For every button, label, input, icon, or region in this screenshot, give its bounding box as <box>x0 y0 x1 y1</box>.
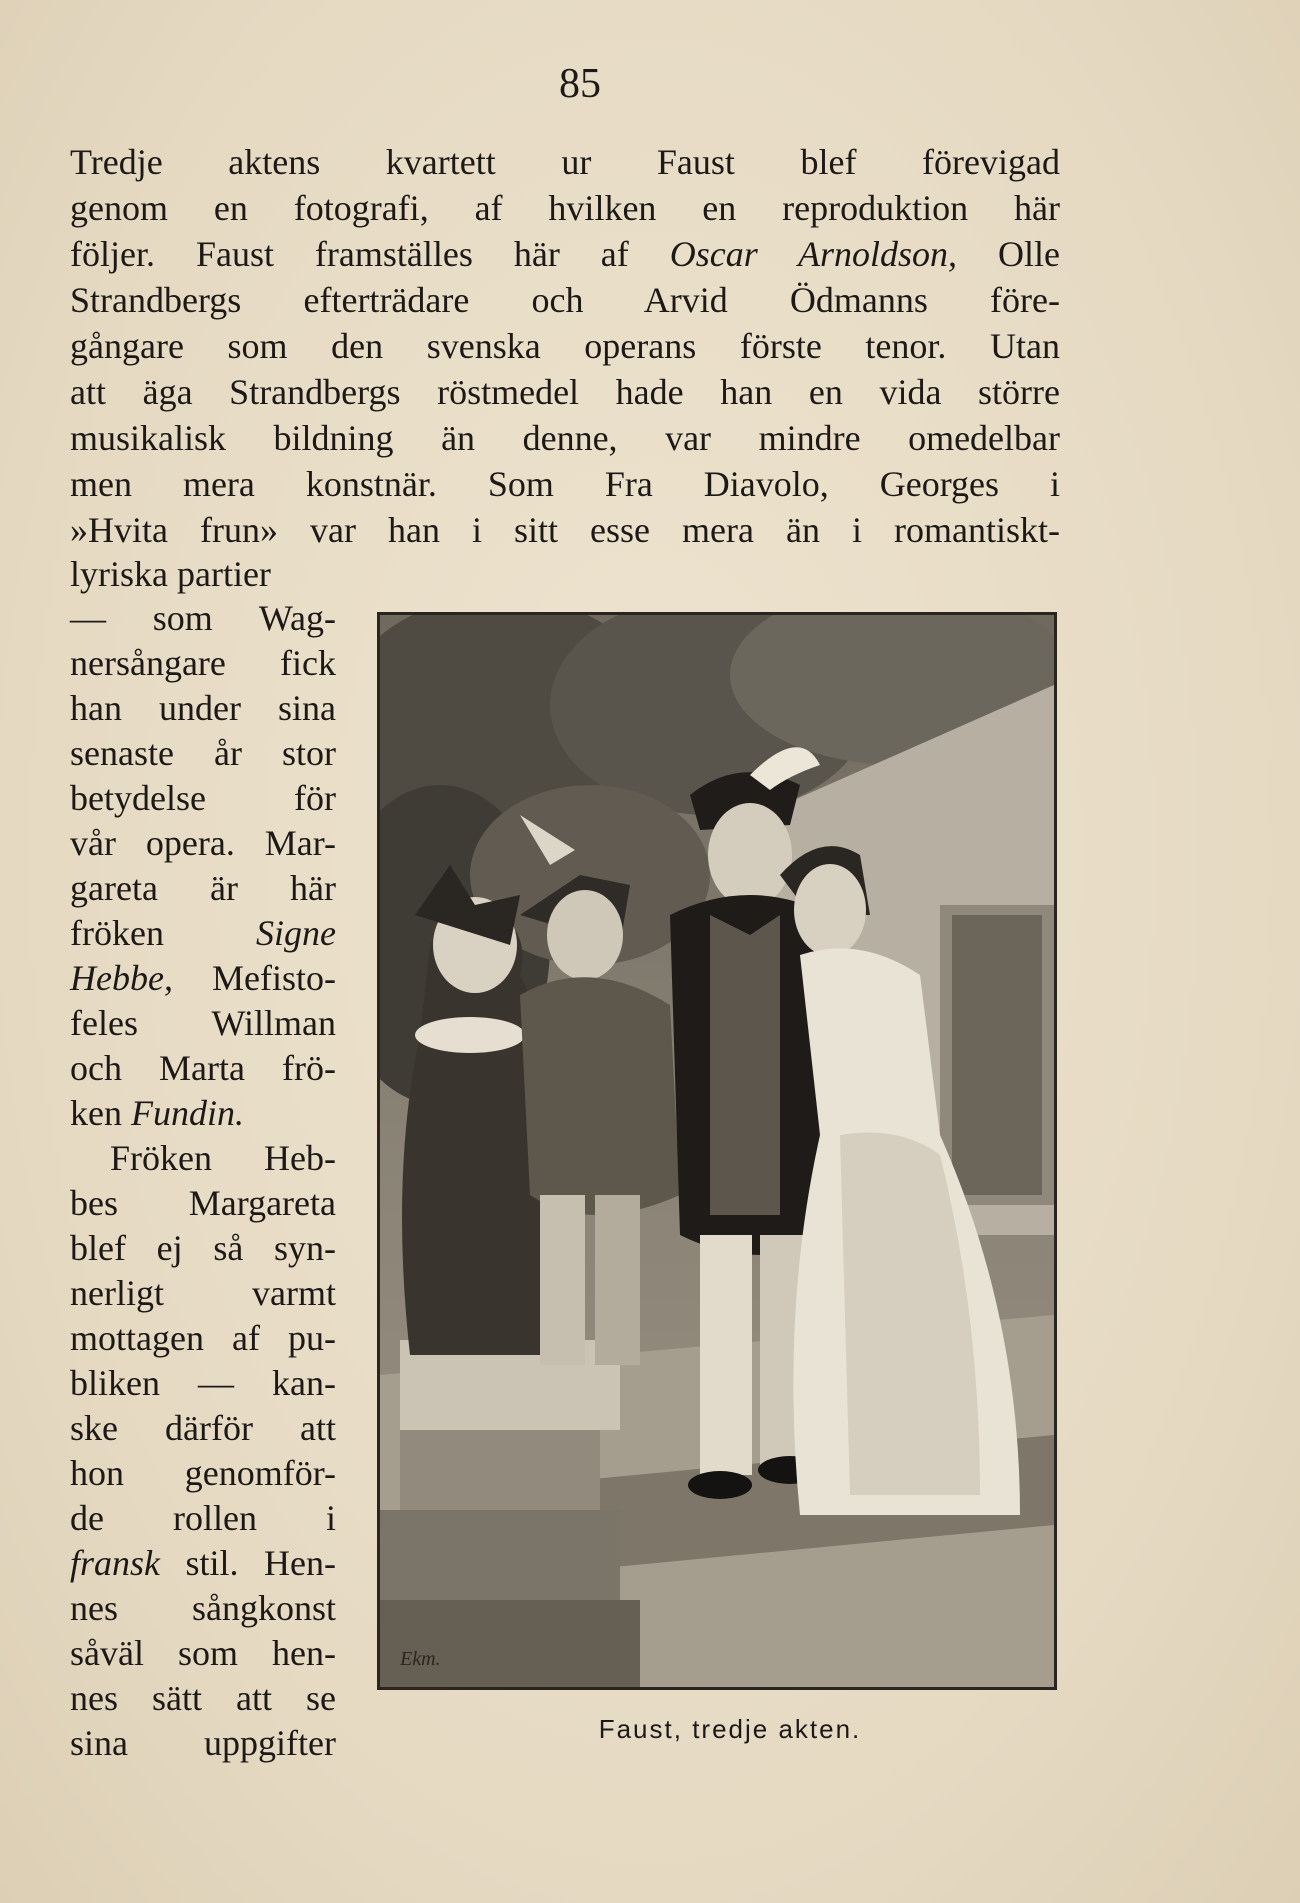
text-line: »Hvita frun» var han i sitt esse mera än i romantiskt- <box>70 510 1060 550</box>
engraver-signature: Ekm. <box>400 1648 441 1670</box>
text-line: sina uppgifter <box>70 1723 336 1763</box>
text-line: senaste år stor <box>70 733 336 773</box>
text-line: musikalisk bildning än denne, var mindre omedelbar <box>70 418 1060 458</box>
text-line: att äga Strandbergs röstmedel hade han en vida större <box>70 372 1060 412</box>
text-line: och Marta frö- <box>70 1048 336 1088</box>
text-line: feles Willman <box>70 1003 336 1043</box>
text-line: ske därför att <box>70 1408 336 1448</box>
text-line: följer. Faust framställes här af Oscar Arnoldson, Olle <box>70 234 1061 274</box>
text-line: — som Wag- <box>70 598 336 638</box>
text-line: bliken — kan- <box>70 1363 336 1403</box>
text-line: blef ej så syn- <box>70 1228 336 1268</box>
text-line: hon genomför- <box>70 1453 336 1493</box>
figure-caption: Faust, tredje akten. <box>598 1714 862 1744</box>
text-line: han under sina <box>70 688 336 728</box>
text-line: nes sångkonst <box>70 1588 336 1628</box>
text-line: mottagen af pu- <box>70 1318 336 1358</box>
text-line: lyriska partier <box>70 554 271 594</box>
text-line: fröken Signe <box>70 913 336 953</box>
text-line: gareta är här <box>70 868 336 908</box>
text-line: Hebbe, Mefisto- <box>70 958 336 998</box>
text-line: såväl som hen- <box>70 1633 336 1673</box>
page-number: 85 <box>559 61 601 107</box>
text-line: vår opera. Mar- <box>70 823 336 863</box>
text-line: de rollen i <box>70 1498 336 1538</box>
faust-photograph <box>377 612 1057 1690</box>
text-line: betydelse för <box>70 778 336 818</box>
text-line: nersångare fick <box>70 643 336 683</box>
text-line: fransk stil. Hen- <box>70 1543 336 1583</box>
text-line: men mera konstnär. Som Fra Diavolo, Georges i <box>70 464 1060 504</box>
text-line: Fröken Heb- <box>110 1138 336 1178</box>
text-line: Strandbergs efterträdare och Arvid Ödmanns före- <box>70 280 1060 320</box>
text-line: bes Margareta <box>70 1183 336 1223</box>
text-line: gångare som den svenska operans förste tenor. Utan <box>70 326 1060 366</box>
text-line: Tredje aktens kvartett ur Faust blef förevigad <box>70 142 1060 182</box>
text-line: nerligt varmt <box>70 1273 336 1313</box>
text-line: nes sätt att se <box>70 1678 336 1718</box>
text-line: genom en fotografi, af hvilken en reproduktion här <box>70 188 1060 228</box>
text-line: ken Fundin. <box>70 1093 244 1133</box>
stone-block <box>380 1340 640 1687</box>
